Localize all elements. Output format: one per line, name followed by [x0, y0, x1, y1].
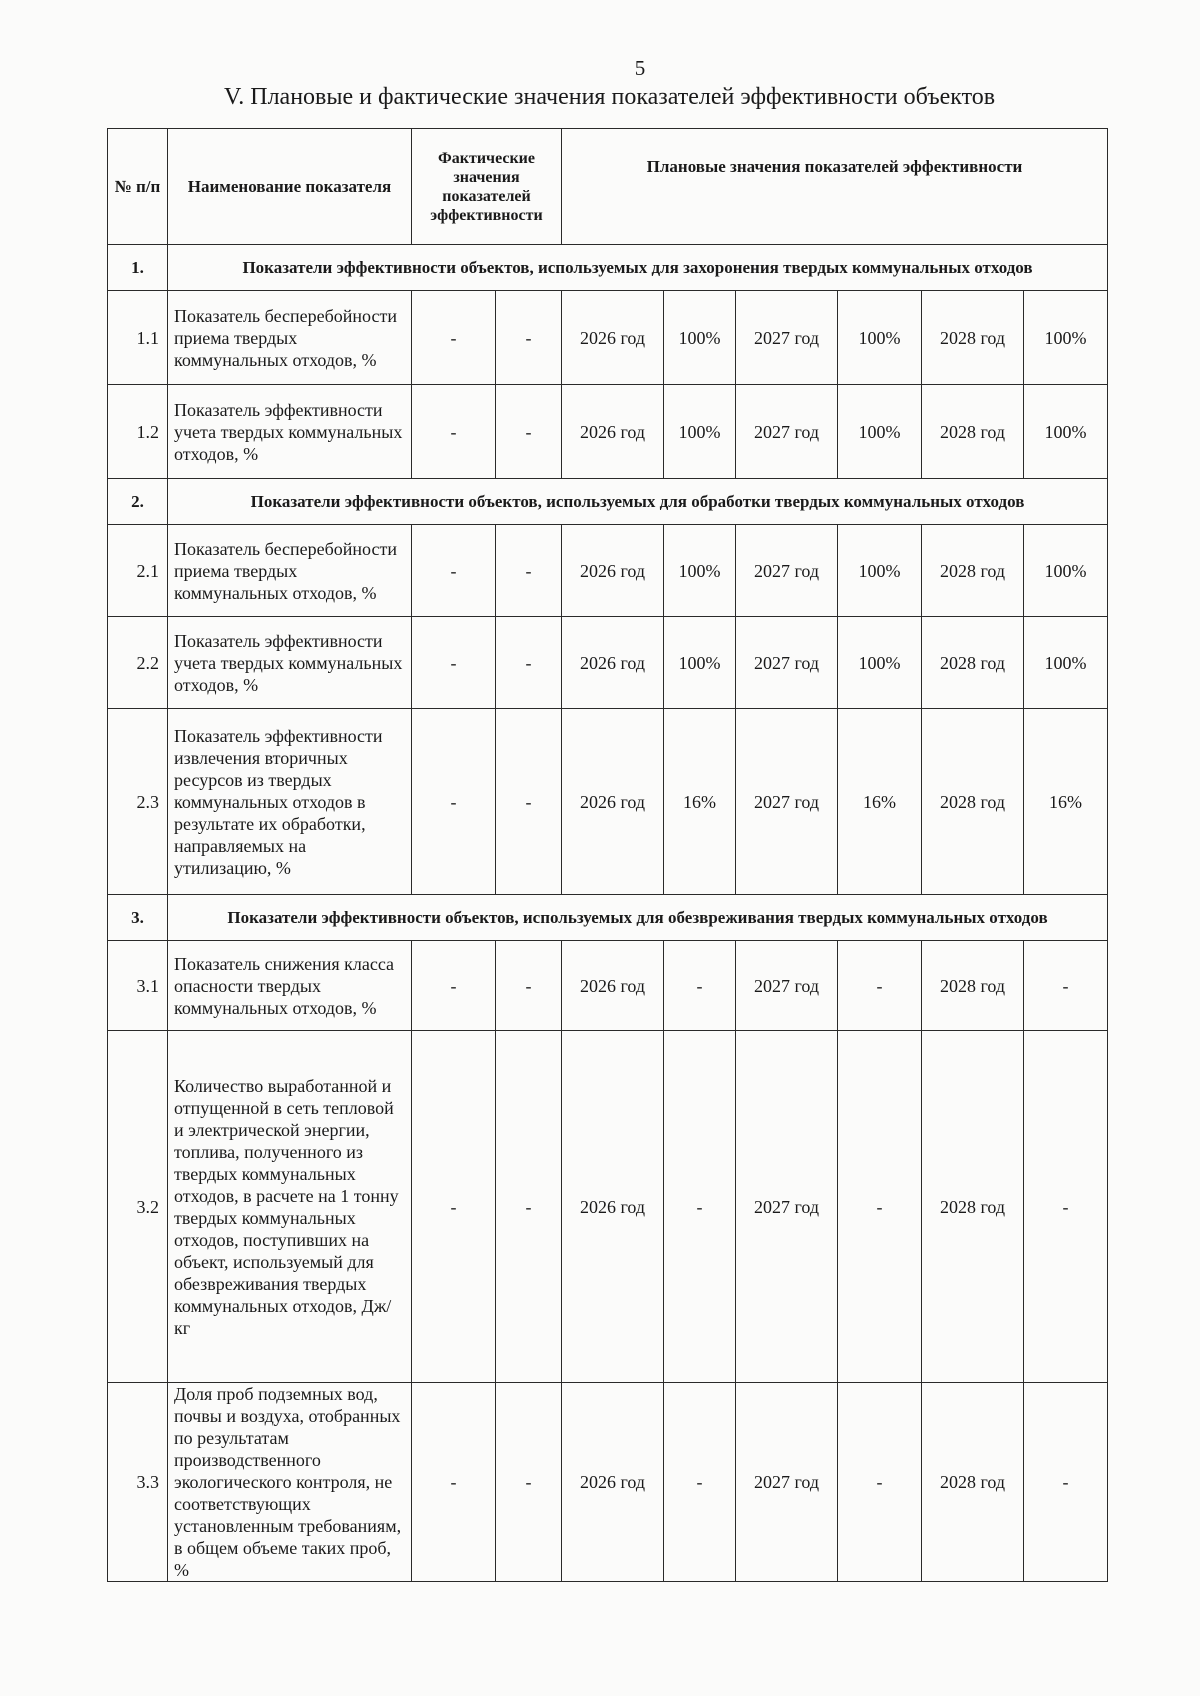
indicator-name: Показатель бесперебойности приема твердых коммунальных отходов, % — [168, 291, 412, 385]
fact-value-2: - — [496, 385, 562, 479]
plan-value-2028: 100% — [1024, 617, 1108, 709]
indicator-name: Доля проб подземных вод, почвы и воздуха, отобранных по результатам производственного экологического контроля, не соответствующих установленным требованиям, в общем объеме таких проб, % — [168, 1383, 412, 1582]
fact-value-1: - — [412, 1031, 496, 1383]
indicators-table — [107, 128, 1108, 1582]
table-row — [108, 525, 1108, 617]
plan-year-2028: 2028 год — [922, 291, 1024, 385]
plan-value-2027: - — [838, 1383, 922, 1582]
row-num: 3.3 — [108, 1383, 168, 1582]
plan-value-2028: 100% — [1024, 525, 1108, 617]
plan-year-2027: 2027 год — [736, 525, 838, 617]
plan-value-2028: 100% — [1024, 291, 1108, 385]
plan-year-2026: 2026 год — [562, 1031, 664, 1383]
row-num: 1.2 — [108, 385, 168, 479]
table-row — [108, 941, 1108, 1031]
plan-value-2027: - — [838, 941, 922, 1031]
fact-value-2: - — [496, 291, 562, 385]
plan-year-2027: 2027 год — [736, 941, 838, 1031]
plan-year-2028: 2028 год — [922, 941, 1024, 1031]
plan-year-2026: 2026 год — [562, 617, 664, 709]
table-row — [108, 617, 1108, 709]
plan-year-2027: 2027 год — [736, 291, 838, 385]
fact-value-1: - — [412, 709, 496, 895]
plan-year-2028: 2028 год — [922, 617, 1024, 709]
section-title: Показатели эффективности объектов, используемых для обезвреживания твердых коммунальных отходов — [168, 895, 1108, 941]
table-row — [108, 291, 1108, 385]
fact-value-1: - — [412, 617, 496, 709]
page-number: 5 — [634, 56, 646, 80]
section-num: 1. — [108, 245, 168, 291]
indicator-name: Показатель эффективности учета твердых коммунальных отходов, % — [168, 385, 412, 479]
plan-value-2028: - — [1024, 941, 1108, 1031]
plan-value-2026: - — [664, 941, 736, 1031]
fact-value-2: - — [496, 617, 562, 709]
plan-year-2028: 2028 год — [922, 525, 1024, 617]
plan-value-2027: 100% — [838, 385, 922, 479]
section-row — [108, 479, 1108, 525]
fact-value-2: - — [496, 1383, 562, 1582]
plan-value-2026: 100% — [664, 525, 736, 617]
plan-value-2028: 100% — [1024, 385, 1108, 479]
plan-value-2026: 100% — [664, 385, 736, 479]
page-title: V. Плановые и фактические значения показателей эффективности объектов — [224, 84, 996, 110]
plan-year-2026: 2026 год — [562, 525, 664, 617]
header-name: Наименование показателя — [168, 129, 412, 245]
plan-year-2027: 2027 год — [736, 1031, 838, 1383]
fact-value-2: - — [496, 525, 562, 617]
plan-year-2026: 2026 год — [562, 941, 664, 1031]
fact-value-2: - — [496, 709, 562, 895]
header-num: № п/п — [108, 129, 168, 245]
plan-value-2028: - — [1024, 1383, 1108, 1582]
plan-value-2026: 100% — [664, 291, 736, 385]
indicator-name: Показатель снижения класса опасности твердых коммунальных отходов, % — [168, 941, 412, 1031]
section-num: 3. — [108, 895, 168, 941]
plan-year-2026: 2026 год — [562, 385, 664, 479]
row-num: 2.3 — [108, 709, 168, 895]
plan-value-2026: - — [664, 1383, 736, 1582]
row-num: 1.1 — [108, 291, 168, 385]
plan-value-2026: - — [664, 1031, 736, 1383]
plan-value-2026: 100% — [664, 617, 736, 709]
plan-value-2028: - — [1024, 1031, 1108, 1383]
table-row — [108, 385, 1108, 479]
section-title: Показатели эффективности объектов, используемых для обработки твердых коммунальных отходов — [168, 479, 1108, 525]
section-row — [108, 245, 1108, 291]
indicator-name: Показатель эффективности извлечения вторичных ресурсов из твердых коммунальных отходов в результате их обработки, направляемых на утилизацию, % — [168, 709, 412, 895]
fact-value-2: - — [496, 941, 562, 1031]
fact-value-1: - — [412, 291, 496, 385]
fact-value-2: - — [496, 1031, 562, 1383]
plan-value-2027: - — [838, 1031, 922, 1383]
section-row — [108, 895, 1108, 941]
plan-value-2026: 16% — [664, 709, 736, 895]
indicator-name: Показатель бесперебойности приема твердых коммунальных отходов, % — [168, 525, 412, 617]
plan-year-2026: 2026 год — [562, 291, 664, 385]
plan-value-2027: 100% — [838, 525, 922, 617]
row-num: 2.2 — [108, 617, 168, 709]
plan-year-2028: 2028 год — [922, 709, 1024, 895]
plan-value-2027: 16% — [838, 709, 922, 895]
plan-year-2027: 2027 год — [736, 617, 838, 709]
table-body — [108, 245, 1108, 1582]
section-title: Показатели эффективности объектов, используемых для захоронения твердых коммунальных отходов — [168, 245, 1108, 291]
table-row — [108, 1031, 1108, 1383]
fact-value-1: - — [412, 1383, 496, 1582]
plan-year-2026: 2026 год — [562, 709, 664, 895]
indicator-name: Количество выработанной и отпущенной в сеть тепловой и электрической энергии, топлива, полученного из твердых коммунальных отходов, в расчете на 1 тонну твердых коммунальных отходов, поступивших на объект, используемый для обезвреживания твердых коммунальных отходов, Дж/кг — [168, 1031, 412, 1383]
indicator-name: Показатель эффективности учета твердых коммунальных отходов, % — [168, 617, 412, 709]
plan-value-2028: 16% — [1024, 709, 1108, 895]
section-num: 2. — [108, 479, 168, 525]
row-num: 2.1 — [108, 525, 168, 617]
plan-year-2027: 2027 год — [736, 709, 838, 895]
header-plan: Плановые значения показателей эффективности — [562, 129, 1108, 245]
plan-year-2028: 2028 год — [922, 385, 1024, 479]
fact-value-1: - — [412, 525, 496, 617]
plan-value-2027: 100% — [838, 617, 922, 709]
plan-year-2028: 2028 год — [922, 1383, 1024, 1582]
row-num: 3.2 — [108, 1031, 168, 1383]
plan-year-2028: 2028 год — [922, 1031, 1024, 1383]
fact-value-1: - — [412, 941, 496, 1031]
plan-year-2027: 2027 год — [736, 1383, 838, 1582]
table-row — [108, 1383, 1108, 1582]
row-num: 3.1 — [108, 941, 168, 1031]
table-row — [108, 709, 1108, 895]
header-row — [108, 129, 1108, 245]
plan-year-2026: 2026 год — [562, 1383, 664, 1582]
plan-year-2027: 2027 год — [736, 385, 838, 479]
header-fact: Фактические значения показателей эффективности — [412, 129, 562, 245]
fact-value-1: - — [412, 385, 496, 479]
plan-value-2027: 100% — [838, 291, 922, 385]
